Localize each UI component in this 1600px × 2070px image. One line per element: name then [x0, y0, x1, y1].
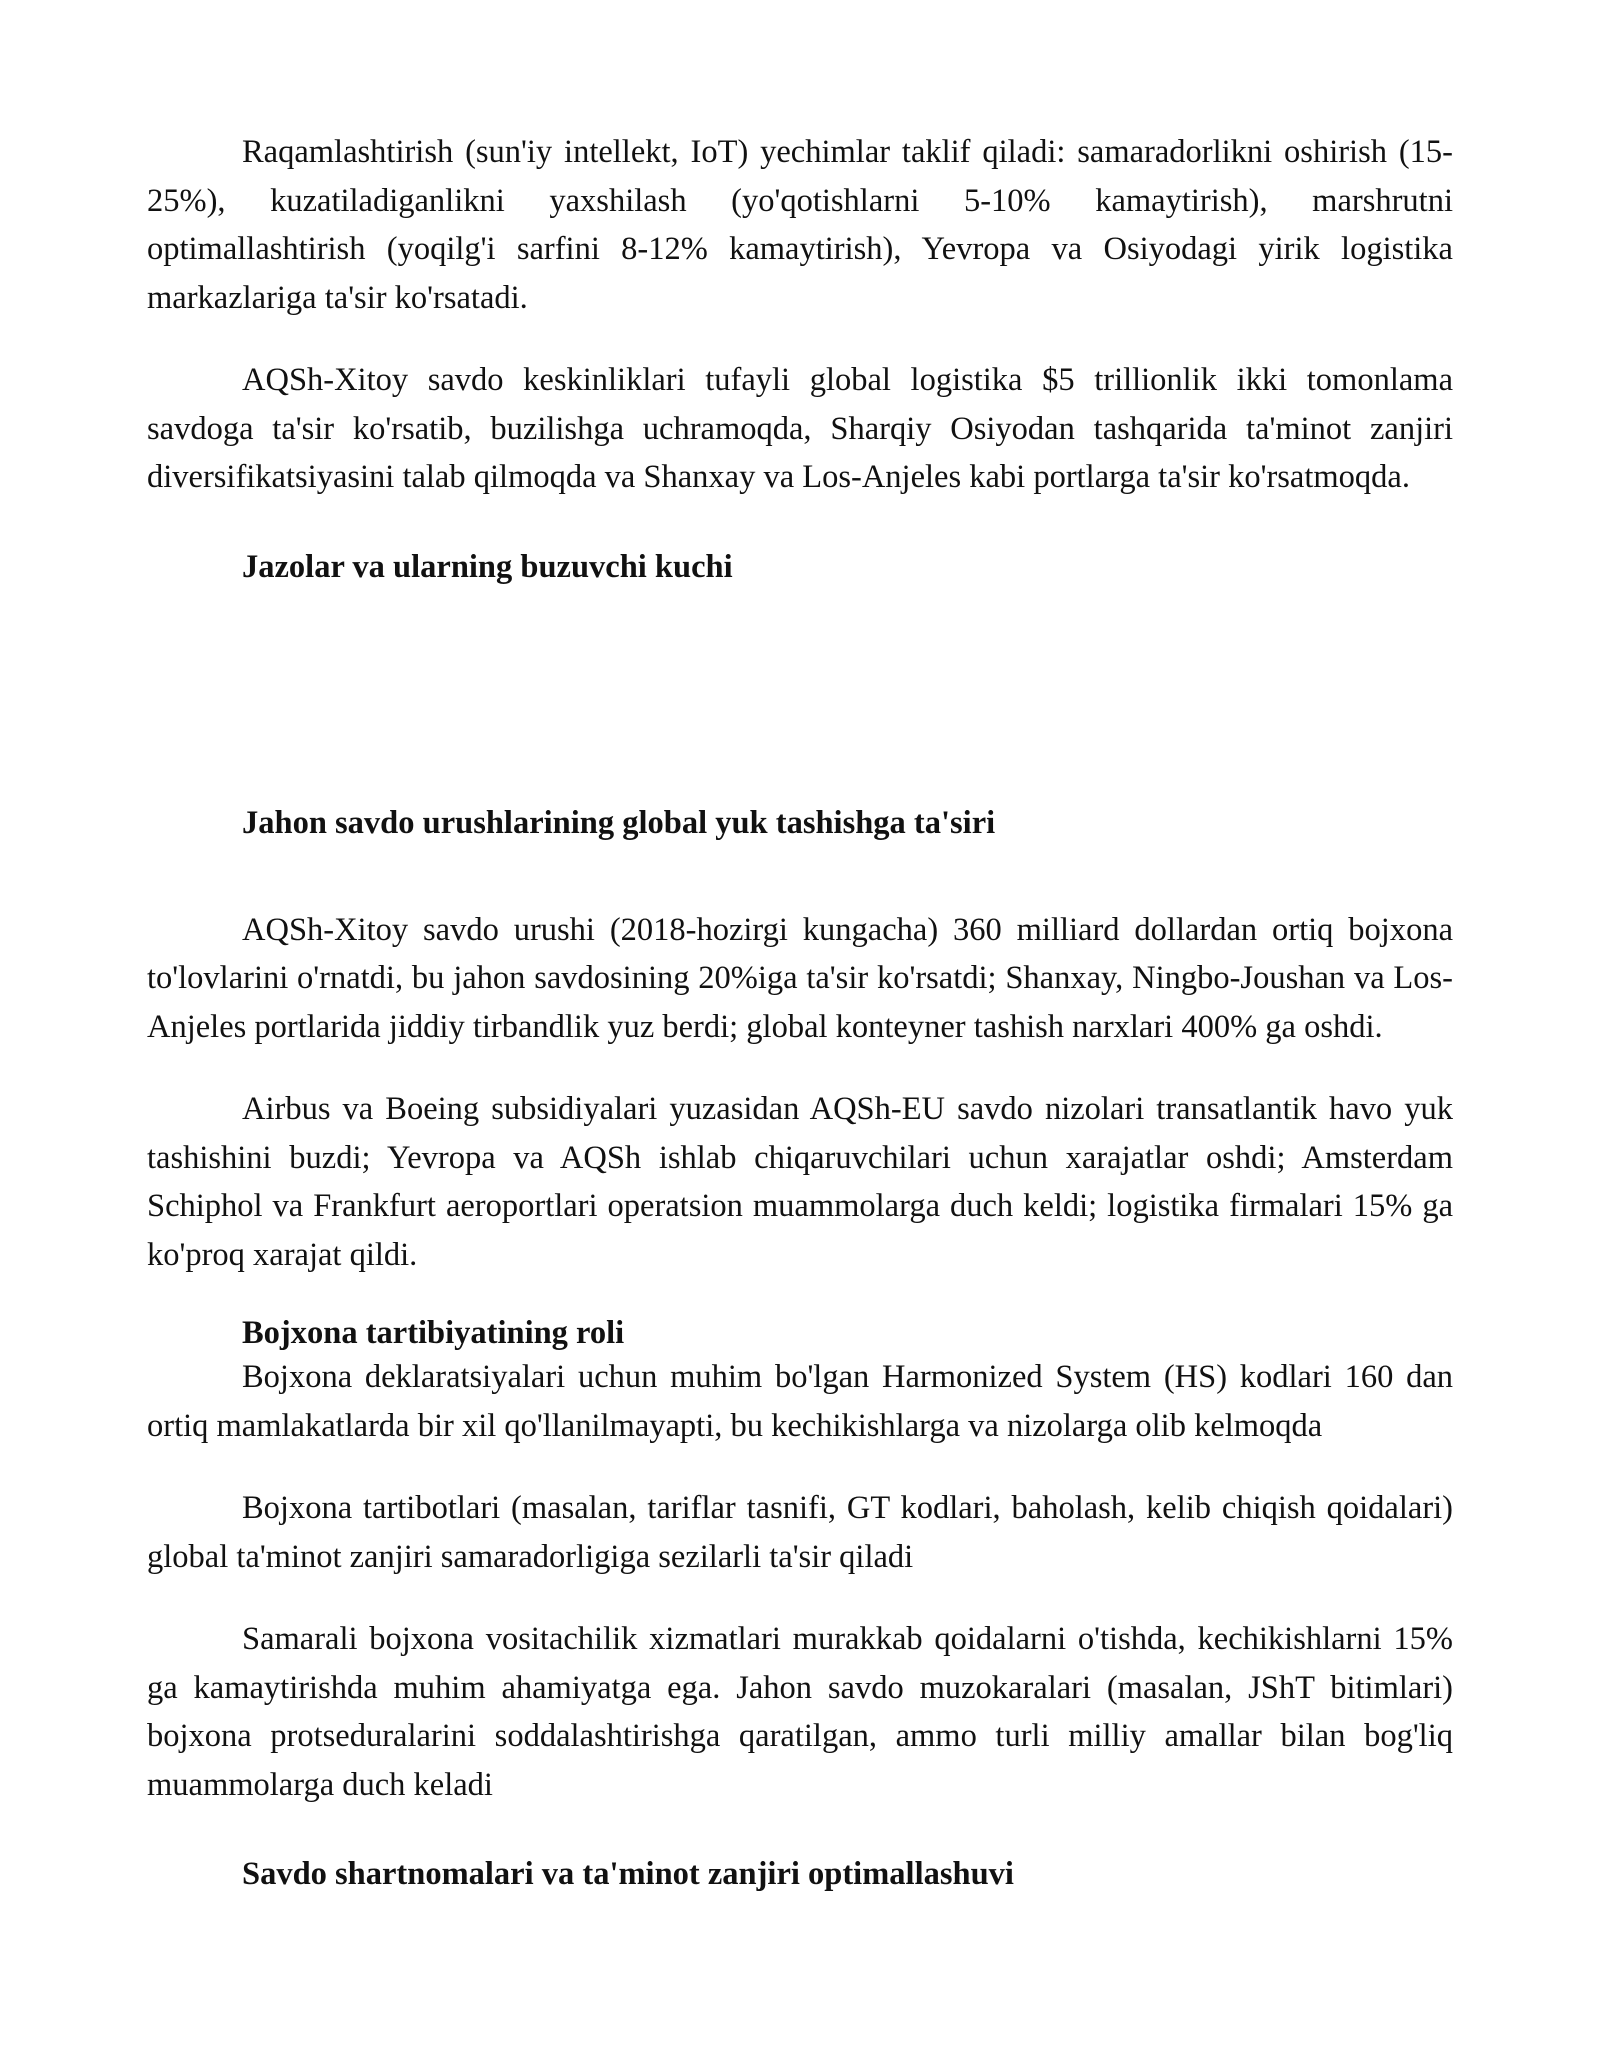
heading-trade-wars: Jahon savdo urushlarining global yuk tashishga ta'siri: [242, 805, 996, 841]
paragraph-airbus-boeing: Airbus va Boeing subsidiyalari yuzasidan AQSh-EU savdo nizolari transatlantik havo yuk tashishini buzdi; Yevropa va AQSh ishlab chiqaruvchilari uchun xarajatlar oshdi; Amsterdam Schiphol va Frankfurt aeroportlari operatsion muammolarga duch keldi; logistika firmalari 15% ga ko'proq xarajat qildi.: [147, 1091, 1453, 1273]
heading-sanctions: Jazolar va ularning buzuvchi kuchi: [242, 548, 733, 585]
heading-trade-agreements: Savdo shartnomalari va ta'minot zanjiri optimallashuvi: [242, 1856, 1014, 1892]
paragraph-hs-codes: Bojxona deklaratsiyalari uchun muhim bo'lgan Harmonized System (HS) kodlari 160 dan ortiq mamlakatlarda bir xil qo'llanilmayapti, bu kechikishlarga va nizolarga olib kelmoqda: [147, 1359, 1453, 1444]
paragraph-customs-procedures: Bojxona tartibotlari (masalan, tariflar tasnifi, GT kodlari, baholash, kelib chiqish qoidalari) global ta'minot zanjiri samaradorligiga sezilarli ta'sir qiladi: [147, 1490, 1453, 1575]
paragraph-customs-brokerage: Samarali bojxona vositachilik xizmatlari murakkab qoidalarni o'tishda, kechikishlarni 15% ga kamaytirishda muhim ahamiyatga ega. Jahon savdo muzokaralari (masalan, JShT bitimlari) bojxona protseduralarini soddalashtirishga qaratilgan, ammo turli milliy amallar bilan bog'liq muammolarga duch keladi: [147, 1621, 1453, 1803]
paragraph-trade-war: AQSh-Xitoy savdo urushi (2018-hozirgi kungacha) 360 milliard dollardan ortiq bojxona to'lovlarini o'rnatdi, bu jahon savdosining 20%iga ta'sir ko'rsatdi; Shanxay, Ningbo-Joushan va Los-Anjeles portlarida jiddiy tirbandlik yuz berdi; global konteyner tashish narxlari 400% ga oshdi.: [147, 911, 1453, 1045]
heading-customs-role: Bojxona tartibiyatining roli: [242, 1315, 625, 1351]
document-page: [147, 128, 1453, 1899]
paragraph-us-china-tensions: AQSh-Xitoy savdo keskinliklari tufayli global logistika $5 trillionlik ikki tomonlama savdoga ta'sir ko'rsatib, buzilishga uchramoqda, Sharqiy Osiyodan tashqarida ta'minot zanjiri diversifikatsiyasini talab qilmoqda va Shanxay va Los-Anjeles kabi portlarga ta'sir ko'rsatmoqda.: [147, 362, 1453, 495]
paragraph-digitalization: Raqamlashtirish (sun'iy intellekt, IoT) yechimlar taklif qiladi: samaradorlikni oshirish (15-25%), kuzatiladiganlikni yaxshilash (yo'qotishlarni 5-10% kamaytirish), marshrutni optimallashtirish (yoqilg'i sarfini 8-12% kamaytirish), Yevropa va Osiyodagi yirik logistika markazlariga ta'sir ko'rsatadi.: [147, 134, 1453, 316]
